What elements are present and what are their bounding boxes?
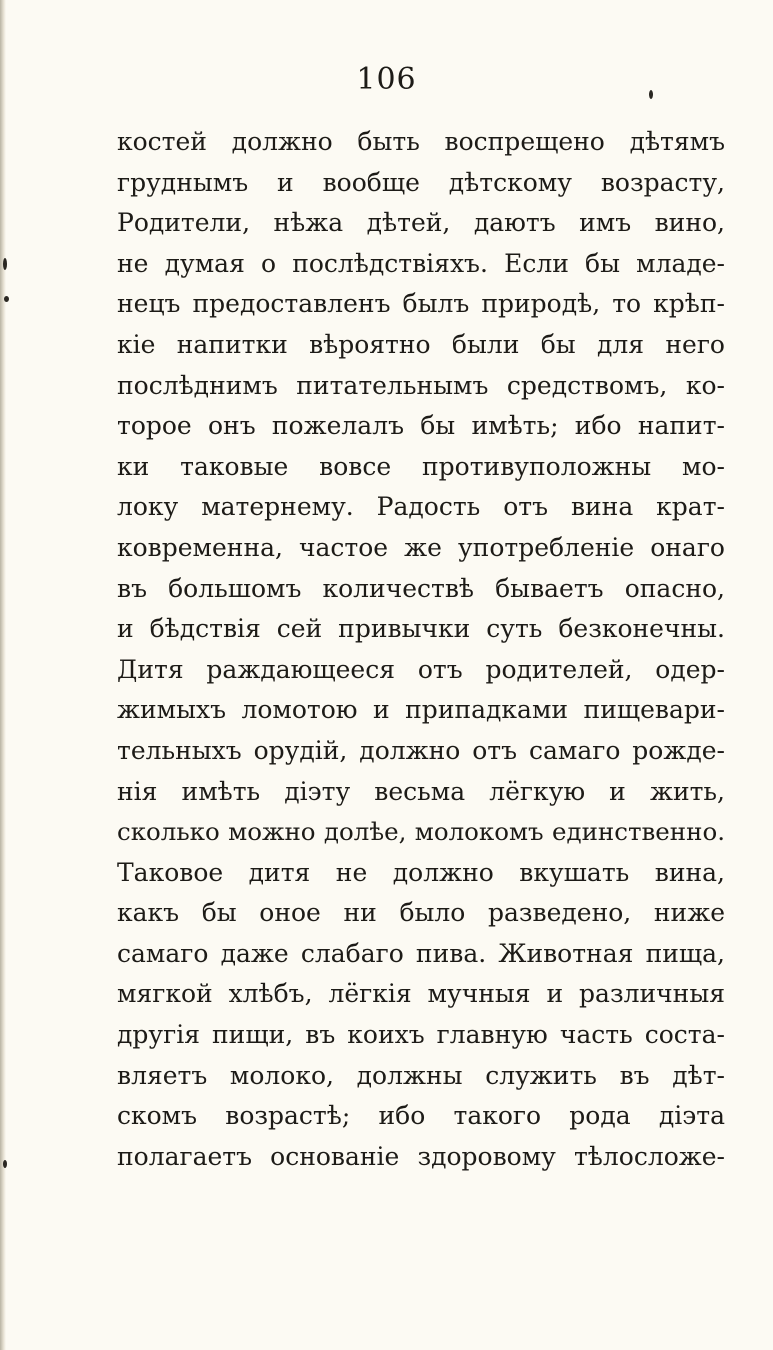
ink-speck	[3, 258, 7, 270]
text-line: и бѣдствія сей привычки суть безконечны.	[117, 614, 725, 644]
text-line: самаго даже слабаго пива. Животная пища,	[117, 938, 725, 968]
text-line: въ большомъ количествѣ бываетъ опасно,	[117, 573, 725, 603]
text-line: вляетъ молоко, должны служить въ дѣт-	[117, 1060, 725, 1090]
text-line: ки таковые вовсе противуположны мо-	[117, 451, 725, 481]
text-line: не думая о послѣдствіяхъ. Если бы младе-	[117, 248, 725, 278]
text-line: Родители, нѣжа дѣтей, даютъ имъ вино,	[117, 208, 725, 238]
text-line: нія имѣть діэту весьма лёгкую и жить,	[117, 776, 725, 806]
text-line: ковременна, частое же употребленіе онаго	[117, 532, 725, 562]
ink-speck	[4, 296, 9, 302]
text-line: какъ бы оное ни было разведено, ниже	[117, 898, 725, 928]
text-line: нецъ предоставленъ былъ природѣ, то крѣп-	[117, 289, 725, 319]
text-line: полагаетъ основаніе здоровому тѣлосложе-	[117, 1141, 725, 1171]
text-line: Дитя раждающееся отъ родителей, одер-	[117, 654, 725, 684]
text-line: груднымъ и вообще дѣтскому возрасту,	[117, 167, 725, 197]
text-line: торое онъ пожелалъ бы имѣть; ибо напит-	[117, 411, 725, 441]
text-line: послѣднимъ питательнымъ средствомъ, ко-	[117, 370, 725, 400]
text-line: локу матернему. Радость отъ вина крат-	[117, 492, 725, 522]
text-line: другія пищи, въ коихъ главную часть соста-	[117, 1020, 725, 1050]
text-line: тельныхъ орудій, должно отъ самаго рожде-	[117, 735, 725, 765]
text-line: мягкой хлѣбъ, лёгкія мучныя и различныя	[117, 979, 725, 1009]
text-line: Таковое дитя не должно вкушать вина,	[117, 857, 725, 887]
page-spine-shadow	[0, 0, 6, 1350]
body-text	[117, 122, 725, 1177]
text-line: скомъ возрастѣ; ибо такого рода діэта	[117, 1101, 725, 1131]
text-line: кіе напитки вѣроятно были бы для него	[117, 329, 725, 359]
text-line: костей должно быть воспрещено дѣтямъ	[117, 127, 725, 156]
page-number: 106	[356, 62, 417, 97]
text-line: сколько можно долѣе, молокомъ единственно.	[117, 817, 725, 847]
text-line: жимыхъ ломотою и припадками пищевари-	[117, 695, 725, 725]
ink-speck	[3, 1160, 7, 1168]
